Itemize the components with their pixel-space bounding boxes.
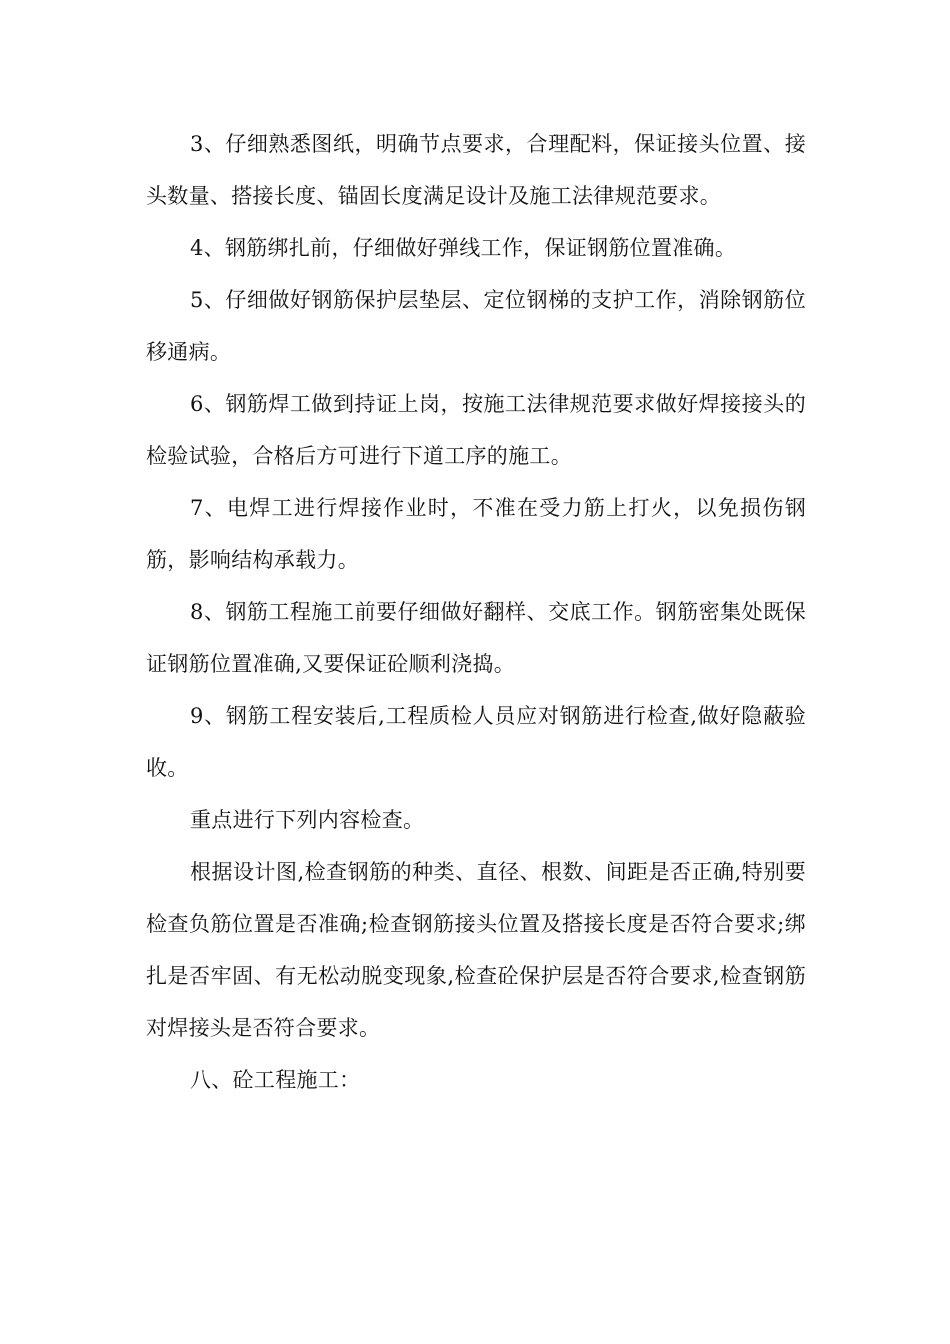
document-body <box>146 118 806 1106</box>
paragraph-item-5: 5、仔细做好钢筋保护层垫层、定位钢梯的支护工作，消除钢筋位移通病。 <box>146 288 806 364</box>
paragraph-item-8: 8、钢筋工程施工前要仔细做好翻样、交底工作。钢筋密集处既保证钢筋位置准确,又要保证砼顺利浇捣。 <box>146 600 806 676</box>
paragraph-inspection-intro: 重点进行下列内容检查。 <box>190 808 425 832</box>
paragraph-item-6: 6、钢筋焊工做到持证上岗，按施工法律规范要求做好焊接接头的检验试验，合格后方可进行下道工序的施工。 <box>146 392 806 468</box>
paragraph-item-9: 9、钢筋工程安装后,工程质检人员应对钢筋进行检查,做好隐蔽验收。 <box>146 704 806 780</box>
paragraph-item-3: 3、仔细熟悉图纸，明确节点要求，合理配料，保证接头位置、接头数量、搭接长度、锚固长度满足设计及施工法律规范要求。 <box>146 132 806 208</box>
paragraph-item-7: 7、电焊工进行焊接作业时，不准在受力筋上打火，以免损伤钢筋，影响结构承载力。 <box>146 496 806 572</box>
section-heading-concrete: 八、砼工程施工： <box>190 1068 361 1092</box>
paragraph-inspection-details: 根据设计图,检查钢筋的种类、直径、根数、间距是否正确,特别要检查负筋位置是否准确;检查钢筋接头位置及搭接长度是否符合要求;绑扎是否牢固、有无松动脱变现象,检查砼保护层是否符合要求,检查钢筋对焊接头是否符合要求。 <box>146 860 806 1040</box>
paragraph-item-4: 4、钢筋绑扎前，仔细做好弹线工作，保证钢筋位置准确。 <box>190 236 737 260</box>
